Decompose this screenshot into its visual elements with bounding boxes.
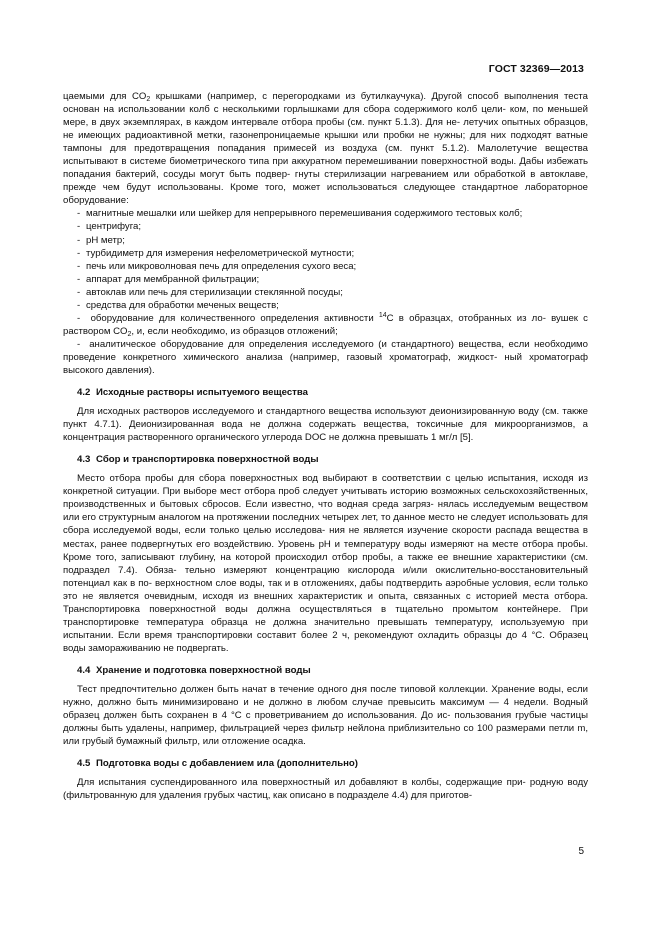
list-item: - печь или микроволновая печь для определения сухого веса; <box>77 260 357 272</box>
page-body <box>63 90 588 802</box>
section-paragraph: Место отбора пробы для сбора поверхностных вод выбирают в соответствии с целью испытания, исходя из конкретной ситуации. При выборе мест отбора проб следует учитывать историю возможных сельскохозяйственных, производственных и бытовых сбросов. Если известно, что водная среда загряз- нялась исследуемым веществом или его структурным аналогом на протяжении последних четырех лет, то данное место не следует использовать для сбора исследуемой воды, если только целью исследова- ния не является изучение скорости распада вещества в местах, ранее подвергнутых его воздействию. Уровень pH и температуру воды измеряют на месте отбора пробы. Кроме того, записывают глубину, на которой происходил отбор пробы, а также ее внешние характеристики (см. подраздел 7.4). Обяза- тельно измеряют концентрацию кислорода и/или окислительно-восстановительный потенциал как в по- верхностном слое воды, так и в отложениях, дабы подтвердить аэробные условия, если только это не является очевидным, исходя из внешних характеристик и опыта, связанных с историей места отбора. Транспортировка поверхностной воды должна осуществляться в тщательно промытом контейнере. При транспортировке температура образца не должна значительно превышать температуру, используемую при испытании. Если время транспортировки составит более 2 ч, рекомендуют охладить образцы до 4 °С. Образец воды замораживанию не подвергать. <box>63 473 588 654</box>
list-item: - аппарат для мембранной фильтрации; <box>77 273 260 285</box>
list-item: - центрифуга; <box>77 221 141 233</box>
document-code: ГОСТ 32369—2013 <box>488 63 584 75</box>
list-item: - средства для обработки меченых веществ; <box>77 299 279 311</box>
page-number: 5 <box>578 846 584 857</box>
section-heading: 4.3 Сбор и транспортировка поверхностной воды <box>77 454 319 466</box>
section-paragraph: Тест предпочтительно должен быть начат в течение одного дня после типовой коллекции. Хранение воды, если нужно, должно быть минимизировано и не должно в любом случае превысить максимум — 4 недели. Водный образец должен быть сохранен в 4 °С с проветриванием до использования. До ис- пользования грубые частицы должны быть удалены, например, фильтрацией через фильтр нейлона приблизительно со 100 размерами петли m, или грубый бумажный фильтр, или отложение осадка. <box>63 683 588 748</box>
list-item-analytical: - аналитическое оборудование для определения исследуемого (и стандартного) вещества, если необходимо проведение конкретного химического анализа (например, газовый хроматограф, жидкост- ный хроматограф высокого давления). <box>63 338 588 376</box>
intro-paragraph: цаемыми для $CO_2$ крышками (например, с перегородками из бутилкаучука). Другой способ выполнения теста основан на использовании колб с несколькими горлышками для сбора содержимого колб цели- ком, по меньшей мере, в двух экземплярах, в каждом интервале отбора пробы (см. пункт 5.1.3). Для не- летучих опытных образцов, не имеющих радиоактивной метки, газонепроницаемые крышки или пробки не нужны; для них подходят ватные тампоны для предотвращения попадания примесей из воздуха (см. пункт 5.1.2). Малолетучие вещества испытывают в системе биометрического типа при аккуратном перемешивании поверхностной воды. Дабы избежать попадания бактерий, сосуды могут быть подвер- гнуты стерилизации нагреванием или обработкой в автоклаве, прежде чем будут использованы. Кроме того, может использоваться следующее стандартное лабораторное оборудование: <box>63 91 588 207</box>
equipment-list <box>63 207 588 311</box>
list-item: - турбидиметр для измерения нефелометрической мутности; <box>77 247 355 259</box>
list-item: - автоклав или печь для стерилизации стеклянной посуды; <box>77 286 343 298</box>
section-paragraph: Для исходных растворов исследуемого и стандартного вещества используют деионизированную воду (см. также пункт 4.7.1). Деионизированная вода не должна содержать вещества, токсичные для микроорганизмов, а концентрация растворенного органического углерода DOC не должна превышать 1 мг/л [5]. <box>63 406 588 444</box>
list-item: - магнитные мешалки или шейкер для непрерывного перемешивания содержимого тестовых колб; <box>77 208 523 220</box>
list-item-c14: - оборудование для количественного определения активности $^{14}$C в образцах, отобранных из ло- вушек с раствором $CO_2$, и, если необходимо, из образцов отложений; <box>63 311 588 338</box>
section-heading: 4.2 Исходные растворы испытуемого вещества <box>77 387 308 399</box>
section-paragraph: Для испытания суспендированного ила поверхностный ил добавляют в колбы, содержащие при- родную воду (фильтрованную для удаления грубых частиц, как описано в подразделе 4.4) для приготов- <box>63 777 588 802</box>
list-item: - pH метр; <box>77 234 125 246</box>
section-heading: 4.5 Подготовка воды с добавлением ила (дополнительно) <box>77 758 358 770</box>
section-heading: 4.4 Хранение и подготовка поверхностной воды <box>77 664 311 676</box>
